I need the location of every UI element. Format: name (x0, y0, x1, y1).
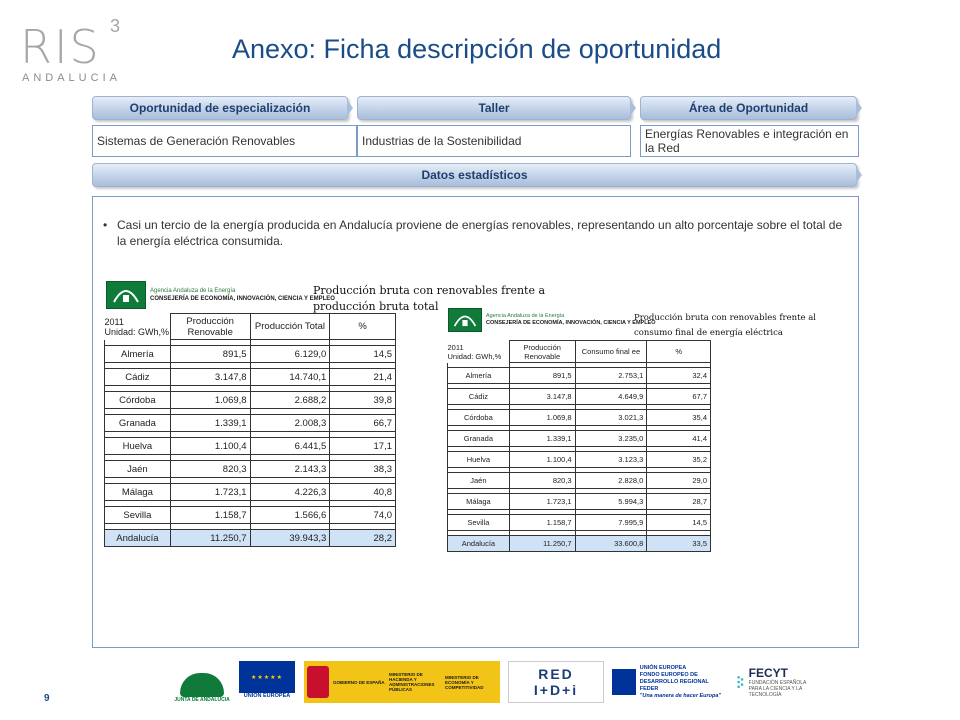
especializacion-label: Oportunidad de especialización (92, 96, 348, 120)
value-cell: 820,3 (170, 461, 250, 478)
value-cell: 35,4 (647, 410, 711, 426)
taller-field (357, 125, 631, 157)
eu-label: UNIÓN EUROPEA (243, 693, 291, 699)
value-cell: 1.339,1 (509, 431, 575, 447)
value-cell: 3.123,3 (575, 452, 647, 468)
table-row (448, 368, 711, 384)
value-cell: 74,0 (330, 507, 396, 524)
value-cell: 67,7 (647, 389, 711, 405)
spain-crest-icon (307, 666, 329, 698)
feder-text (640, 665, 728, 700)
feder-motto: "Una manera de hacer Europa" (639, 692, 722, 699)
value-cell: 2.828,0 (575, 473, 647, 489)
province-cell: Almería (105, 346, 171, 363)
hacienda-label: MINISTERIO DE HACIENDA Y ADMINISTRACIONES PÚBLICAS (389, 672, 435, 692)
table-row (448, 494, 711, 510)
value-cell: 1.566,6 (250, 507, 330, 524)
value-cell: 1.100,4 (170, 438, 250, 455)
table2-year-unit (448, 341, 510, 363)
table2-header: Producción Renovable (509, 341, 575, 363)
table1 (104, 313, 396, 547)
value-cell: 3.021,3 (575, 410, 647, 426)
table-row (105, 507, 396, 524)
value-cell: 1.158,7 (170, 507, 250, 524)
province-cell: Jaén (105, 461, 171, 478)
value-cell: 7.995,9 (575, 515, 647, 531)
province-cell: Jaén (448, 473, 510, 489)
idi-label: I+D+i (533, 682, 579, 698)
province-cell: Málaga (448, 494, 510, 510)
value-cell: 5.994,3 (575, 494, 647, 510)
value-cell: 3.235,0 (575, 431, 647, 447)
economia-label: MINISTERIO DE ECONOMÍA Y COMPETITIVIDAD (445, 674, 484, 690)
fecyt-sub-label: FUNDACIÓN ESPAÑOLA PARA LA CIENCIA Y LA TECNOLOGÍA (748, 680, 807, 698)
table2-unit: Unidad: GWh,% (447, 351, 502, 361)
province-cell: Córdoba (105, 392, 171, 409)
red-label: RED (538, 666, 574, 682)
table-row (448, 410, 711, 426)
ris3-logo (18, 14, 128, 84)
province-cell: Cádiz (105, 369, 171, 386)
table2 (447, 340, 711, 552)
agency-logo-2 (448, 308, 656, 332)
junta-emblem-icon (180, 673, 224, 697)
area-label: Área de Oportunidad (640, 96, 857, 120)
value-cell: 6.129,0 (250, 346, 330, 363)
table2-title: Producción bruta con renovables frente al consumo final de energía eléctrica (634, 313, 817, 338)
table-row (105, 346, 396, 363)
province-cell: Sevilla (105, 507, 171, 524)
table-row (448, 431, 711, 447)
value-cell: 4.649,9 (575, 389, 647, 405)
value-cell: 35,2 (647, 452, 711, 468)
value-cell: 1.069,8 (509, 410, 575, 426)
province-cell: Huelva (448, 452, 510, 468)
value-cell: 11.250,7 (509, 536, 575, 552)
value-cell: 66,7 (330, 415, 396, 432)
value-cell: 33,5 (647, 536, 711, 552)
table-row (105, 438, 396, 455)
value-cell: 33.600,8 (575, 536, 647, 552)
table1-header: Producción Total (250, 314, 330, 340)
table-total-row (105, 530, 396, 547)
agency-name-2: Agencia Andaluza de la Energía (486, 313, 565, 319)
table1-year-unit (105, 314, 171, 340)
value-cell: 21,4 (330, 369, 396, 386)
eu-flag-icon: ★★★★★ (239, 661, 295, 693)
area-value: Energías Renovables e integración en la Red (645, 127, 849, 155)
table-row (448, 452, 711, 468)
logo-region: ANDALUCIA (22, 72, 121, 84)
fecyt-text (749, 666, 812, 698)
feder-logo (612, 661, 728, 703)
agency-logo-1 (106, 281, 335, 309)
eu-logo (238, 661, 296, 703)
value-cell: 820,3 (509, 473, 575, 489)
table1-header: % (330, 314, 396, 340)
value-cell: 3.147,8 (170, 369, 250, 386)
value-cell: 14,5 (330, 346, 396, 363)
table1-header: Producción Renovable (170, 314, 250, 340)
value-cell: 14.740,1 (250, 369, 330, 386)
value-cell: 1.723,1 (170, 484, 250, 501)
table-row (105, 369, 396, 386)
province-cell: Almería (448, 368, 510, 384)
table1-title: Producción bruta con renovables frente a producción bruta total (313, 284, 546, 313)
value-cell: 4.226,3 (250, 484, 330, 501)
value-cell: 28,7 (647, 494, 711, 510)
value-cell: 1.069,8 (170, 392, 250, 409)
junta-shield-icon (106, 281, 146, 309)
province-cell: Andalucía (448, 536, 510, 552)
table-row (105, 484, 396, 501)
table-row (448, 515, 711, 531)
province-cell: Andalucía (105, 530, 171, 547)
eu-flag-icon (612, 669, 636, 695)
value-cell: 2.753,1 (575, 368, 647, 384)
table-total-row (448, 536, 711, 552)
value-cell: 1.158,7 (509, 515, 575, 531)
table-row (448, 389, 711, 405)
table-row (105, 392, 396, 409)
page-number: 9 (44, 693, 50, 704)
table-row (448, 473, 711, 489)
province-cell: Sevilla (448, 515, 510, 531)
province-cell: Granada (448, 431, 510, 447)
value-cell: 39.943,3 (250, 530, 330, 547)
page-title: Anexo: Ficha descripción de oportunidad (232, 34, 722, 64)
value-cell: 17,1 (330, 438, 396, 455)
feder-eu-label: UNIÓN EUROPEA (639, 664, 687, 671)
value-cell: 11.250,7 (170, 530, 250, 547)
value-cell: 891,5 (509, 368, 575, 384)
province-cell: Cádiz (448, 389, 510, 405)
fecyt-logo (736, 661, 812, 703)
agency-dept-2: CONSEJERÍA DE ECONOMÍA, INNOVACIÓN, CIENCIA Y EMPLEO (486, 320, 656, 326)
table2-header: Consumo final ee (575, 341, 647, 363)
value-cell: 1.723,1 (509, 494, 575, 510)
table2-header: % (647, 341, 711, 363)
value-cell: 3.147,8 (509, 389, 575, 405)
especializacion-field (92, 125, 357, 157)
value-cell: 891,5 (170, 346, 250, 363)
datos-estadisticos-label: Datos estadísticos (92, 163, 857, 187)
value-cell: 38,3 (330, 461, 396, 478)
fecyt-label: FECYT (748, 666, 788, 680)
value-cell: 1.100,4 (509, 452, 575, 468)
junta-logo (174, 661, 230, 703)
province-cell: Granada (105, 415, 171, 432)
province-cell: Córdoba (448, 410, 510, 426)
logo-superscript: 3 (110, 16, 121, 36)
value-cell: 1.339,1 (170, 415, 250, 432)
logo-text: RIS (20, 20, 101, 74)
province-cell: Málaga (105, 484, 171, 501)
agency-name-1: Agencia Andaluza de la Energía (150, 288, 236, 294)
junta-shield-icon (448, 308, 482, 332)
province-cell: Huelva (105, 438, 171, 455)
feder-fund-label: FONDO EUROPEO DE DESARROLLO REGIONAL FEDER (639, 671, 709, 692)
footer-logos (174, 660, 812, 704)
value-cell: 41,4 (647, 431, 711, 447)
table1-year: 2011 (104, 316, 124, 327)
gobierno-label: GOBIERNO DE ESPAÑA (333, 679, 385, 685)
value-cell: 39,8 (330, 392, 396, 409)
value-cell: 29,0 (647, 473, 711, 489)
area-field (640, 125, 859, 157)
red-idi-logo (508, 661, 604, 703)
molecule-icon (736, 665, 745, 699)
value-cell: 14,5 (647, 515, 711, 531)
gobierno-logo (304, 661, 500, 703)
agency-text-2 (486, 313, 656, 327)
taller-label: Taller (357, 96, 631, 120)
taller-value: Industrias de la Sostenibilidad (362, 134, 522, 148)
bullet-text: • Casi un tercio de la energía producida en Andalucía proviene de energías renovables, representando un alto porcentaje sobre el total de la energía eléctrica consumida. (101, 217, 853, 249)
value-cell: 2.688,2 (250, 392, 330, 409)
value-cell: 2.143,3 (250, 461, 330, 478)
value-cell: 28,2 (330, 530, 396, 547)
table-row (105, 461, 396, 478)
table-row (105, 415, 396, 432)
agency-text-1 (150, 287, 335, 303)
value-cell: 6.441,5 (250, 438, 330, 455)
especializacion-value: Sistemas de Generación Renovables (97, 134, 296, 148)
junta-label: JUNTA DE ANDALUCIA (174, 697, 230, 703)
value-cell: 2.008,3 (250, 415, 330, 432)
value-cell: 32,4 (647, 368, 711, 384)
agency-dept-1: CONSEJERÍA DE ECONOMÍA, INNOVACIÓN, CIENCIA Y EMPLEO (150, 296, 335, 302)
value-cell: 40,8 (330, 484, 396, 501)
table2-year: 2011 (447, 342, 464, 352)
table1-unit: Unidad: GWh,% (104, 326, 170, 337)
